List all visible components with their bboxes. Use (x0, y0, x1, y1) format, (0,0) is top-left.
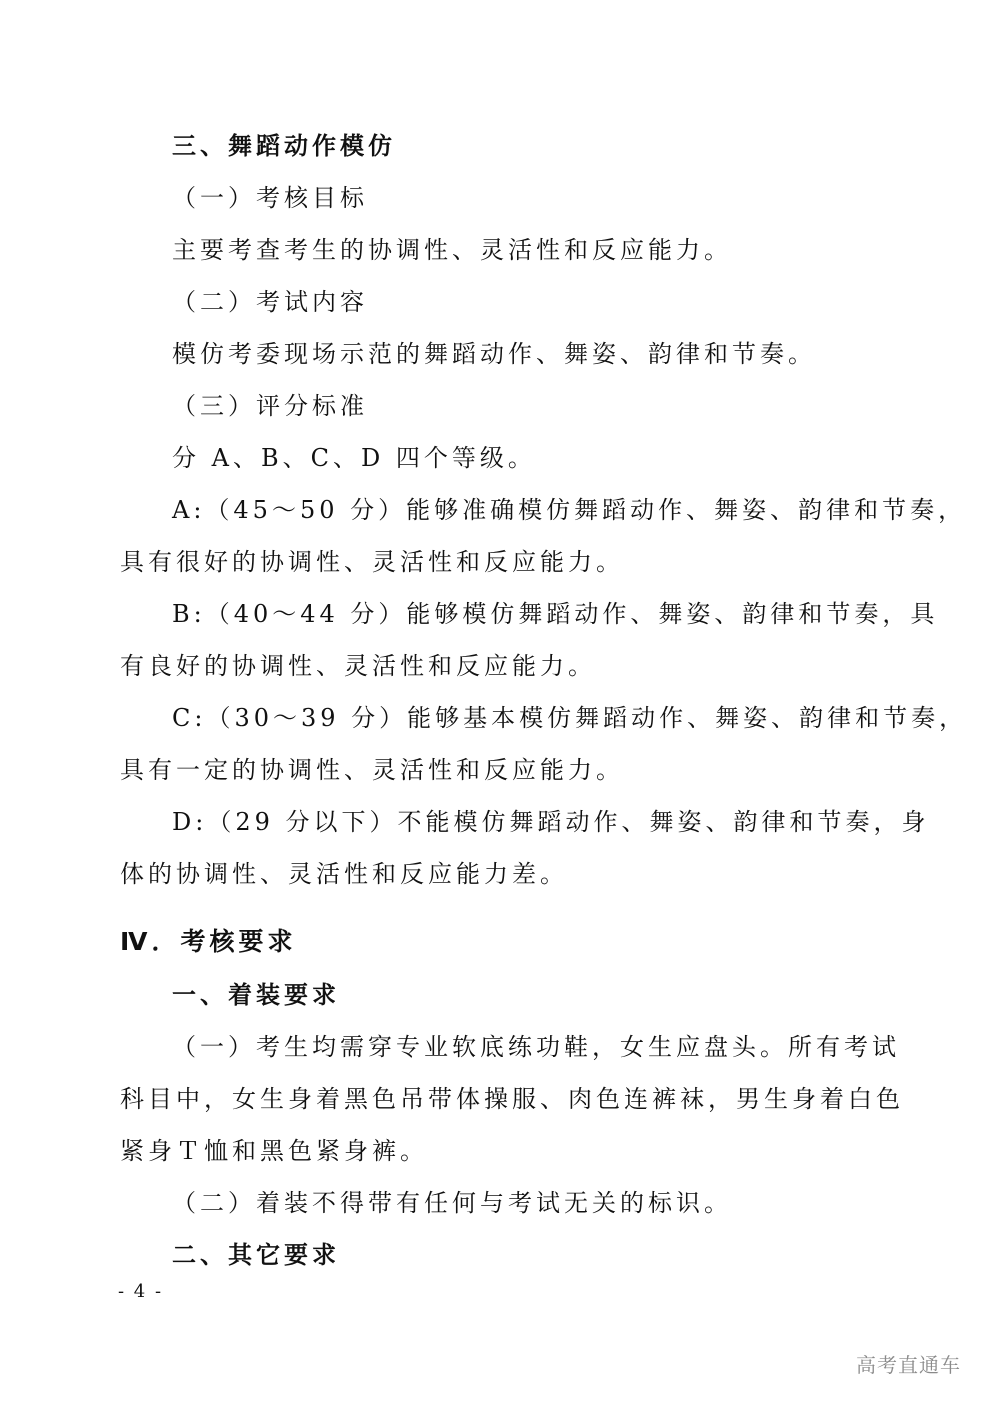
paragraph: （二）着装不得带有任何与考试无关的标识。 (172, 1189, 732, 1217)
grade-c-line: 具有一定的协调性、灵活性和反应能力。 (120, 756, 624, 784)
grade-d-line: 体的协调性、灵活性和反应能力差。 (120, 860, 568, 888)
major-heading: Ⅳ．考核要求 (120, 927, 297, 956)
grade-a-line: 具有很好的协调性、灵活性和反应能力。 (120, 548, 624, 576)
paragraph-line: 科目中，女生身着黑色吊带体操服、肉色连裤袜，男生身着白色 (120, 1085, 904, 1113)
grade-b-line: B:（40～44 分）能够模仿舞蹈动作、舞姿、韵律和节奏，具 (172, 600, 939, 628)
page-number: - 4 - (118, 1281, 164, 1302)
section-heading: 三、舞蹈动作模仿 (172, 132, 396, 160)
grade-a-line: A:（45～50 分）能够准确模仿舞蹈动作、舞姿、韵律和节奏， (172, 496, 967, 524)
grade-d-line: D:（29 分以下）不能模仿舞蹈动作、舞姿、韵律和节奏，身 (172, 808, 930, 836)
watermark: 高考直通车 (856, 1353, 961, 1377)
grade-b-line: 有良好的协调性、灵活性和反应能力。 (120, 652, 596, 680)
section-heading: 二、其它要求 (172, 1241, 340, 1269)
paragraph: 分 A、B、C、D 四个等级。 (172, 444, 536, 472)
paragraph: 主要考查考生的协调性、灵活性和反应能力。 (172, 236, 732, 264)
paragraph: 模仿考委现场示范的舞蹈动作、舞姿、韵律和节奏。 (172, 340, 816, 368)
subheading: （一）考核目标 (172, 184, 368, 212)
grade-c-line: C:（30～39 分）能够基本模仿舞蹈动作、舞姿、韵律和节奏， (172, 704, 968, 732)
paragraph-line: （一）考生均需穿专业软底练功鞋，女生应盘头。所有考试 (172, 1033, 900, 1061)
subheading: （三）评分标准 (172, 392, 368, 420)
section-heading: 一、着装要求 (172, 981, 340, 1009)
paragraph-line: 紧身Ｔ恤和黑色紧身裤。 (120, 1137, 428, 1165)
subheading: （二）考试内容 (172, 288, 368, 316)
